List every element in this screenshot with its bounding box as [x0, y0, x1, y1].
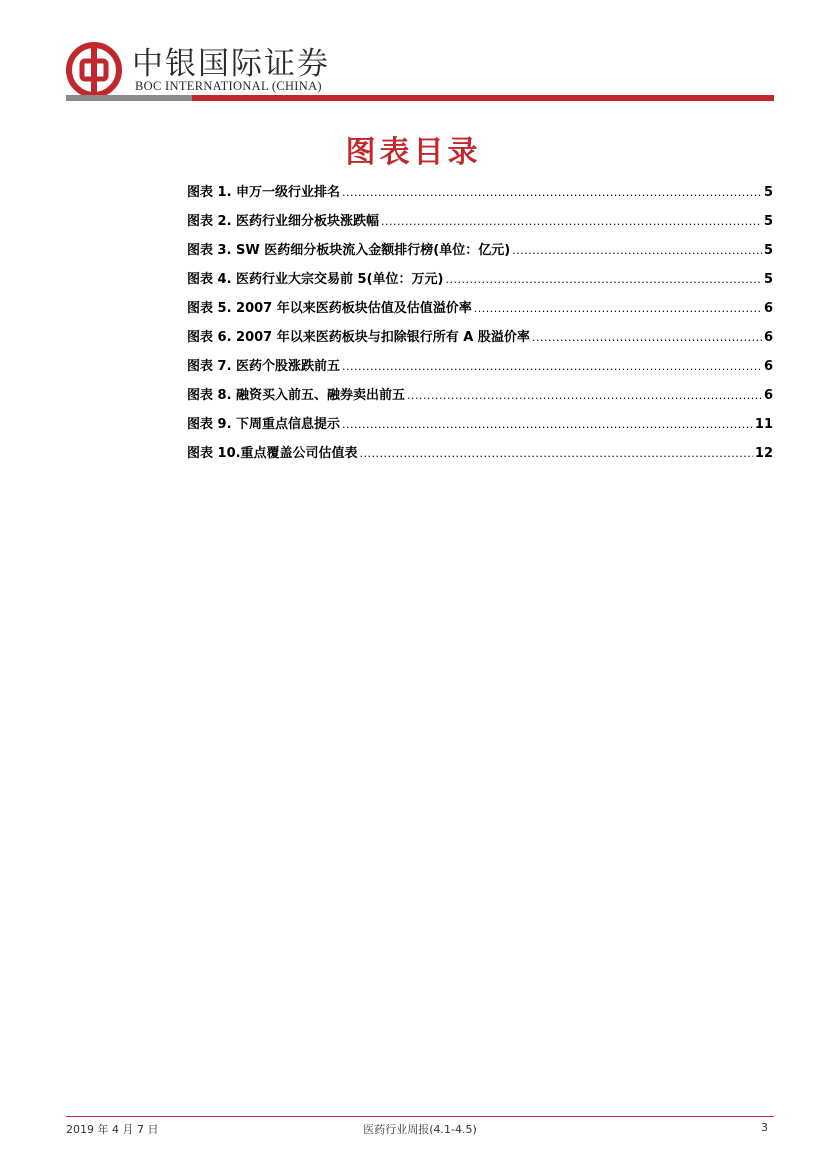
header-rule-accent — [66, 95, 192, 101]
toc-entry-page: 5 — [763, 185, 773, 200]
toc-dot-leader — [342, 178, 762, 207]
toc-entry-page: 5 — [763, 272, 773, 287]
toc-entry-label: 图表 4. 医药行业大宗交易前 5(单位：万元) — [187, 272, 444, 287]
toc-entry-page: 6 — [763, 301, 773, 316]
footer-report-title: 医药行业周报(4.1-4.5) — [363, 1123, 477, 1136]
boc-logo-icon — [66, 42, 122, 98]
toc-entry-page: 6 — [763, 330, 773, 345]
toc-entry[interactable] — [187, 294, 773, 323]
toc-entry-label: 图表 10.重点覆盖公司估值表 — [187, 446, 358, 461]
brand-name-en: BOC INTERNATIONAL (CHINA) — [135, 79, 322, 93]
page-footer — [66, 1121, 774, 1141]
toc-entry[interactable] — [187, 178, 773, 207]
toc-entry-page: 5 — [763, 214, 773, 229]
toc-entry-label: 图表 5. 2007 年以来医药板块估值及估值溢价率 — [187, 301, 472, 316]
toc-entry-label: 图表 6. 2007 年以来医药板块与扣除银行所有 A 股溢价率 — [187, 330, 530, 345]
toc-entry-label: 图表 8. 融资买入前五、融券卖出前五 — [187, 388, 406, 403]
toc-list — [187, 178, 773, 468]
toc-entry[interactable] — [187, 352, 773, 381]
toc-entry-label: 图表 2. 医药行业细分板块涨跌幅 — [187, 214, 380, 229]
toc-entry-page: 12 — [754, 446, 773, 461]
toc-entry-label: 图表 7. 医药个股涨跌前五 — [187, 359, 341, 374]
toc-dot-leader — [407, 381, 762, 410]
toc-entry[interactable] — [187, 265, 773, 294]
toc-dot-leader — [512, 236, 762, 265]
brand-name-cn: 中银国际证券 — [132, 46, 330, 82]
toc-entry-label: 图表 9. 下周重点信息提示 — [187, 417, 341, 432]
toc-dot-leader — [532, 323, 762, 352]
toc-dot-leader — [342, 410, 753, 439]
toc-dot-leader — [360, 439, 753, 468]
toc-entry[interactable] — [187, 410, 773, 439]
toc-entry-page: 6 — [763, 388, 773, 403]
toc-dot-leader — [474, 294, 762, 323]
toc-entry-page: 11 — [754, 417, 773, 432]
toc-entry[interactable] — [187, 439, 773, 468]
toc-dot-leader — [381, 207, 762, 236]
toc-dot-leader — [342, 352, 762, 381]
toc-entry-label: 图表 1. 申万一级行业排名 — [187, 185, 341, 200]
toc-entry[interactable] — [187, 381, 773, 410]
toc-entry[interactable] — [187, 207, 773, 236]
footer-date: 2019 年 4 月 7 日 — [66, 1123, 159, 1136]
page-header — [66, 36, 774, 102]
footer-page-number: 3 — [761, 1121, 768, 1134]
toc-entry[interactable] — [187, 323, 773, 352]
toc-title: 图表目录 — [345, 135, 482, 170]
toc-entry[interactable] — [187, 236, 773, 265]
toc-entry-page: 6 — [763, 359, 773, 374]
footer-rule — [66, 1116, 774, 1117]
toc-entry-page: 5 — [763, 243, 773, 258]
toc-dot-leader — [446, 265, 762, 294]
toc-entry-label: 图表 3. SW 医药细分板块流入金额排行榜(单位：亿元) — [187, 243, 511, 258]
